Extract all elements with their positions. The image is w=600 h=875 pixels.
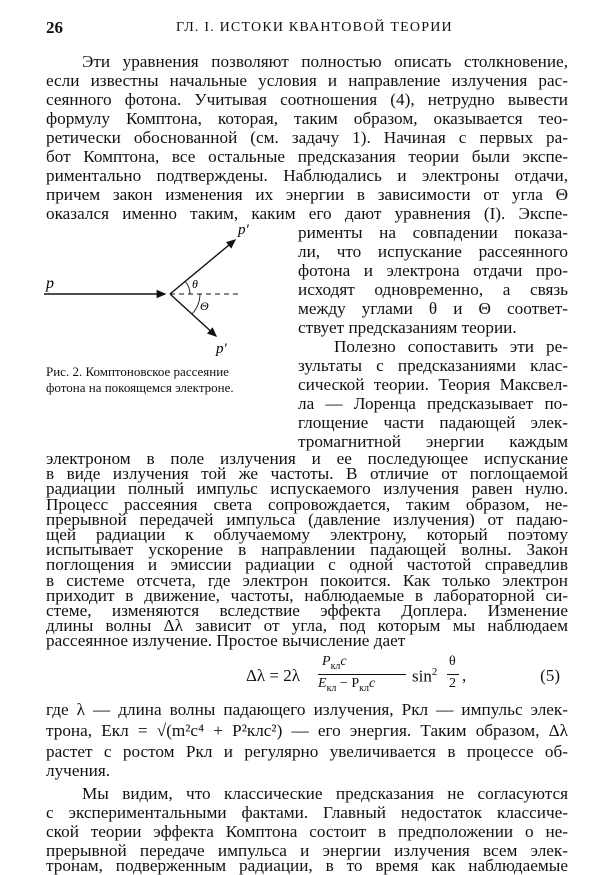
text-line: щей радиации к облучаемому электрону, который поэтому	[46, 525, 568, 544]
text-line: глощение части падающей элек-	[298, 413, 568, 432]
scattered-photon-arrow	[170, 240, 235, 294]
text-line: Процесс рассеяния света сопровождается, таким образом, не-	[46, 494, 568, 514]
text-line: испытывает ускорение в направлении падающей волны. Закон	[46, 540, 568, 560]
text-line: причем закон изменения их энергии в зависимости от угла Θ	[46, 185, 568, 204]
eq-sin: $\sin^2$	[412, 666, 438, 686]
recoil-electron-arrow	[170, 294, 216, 336]
text-line: Полезно сопоставить эти ре-	[334, 337, 568, 356]
label-p-electron: p′	[216, 341, 227, 357]
equation-5	[46, 654, 568, 698]
text-line: радиации полный импульс испускаемого излучения равен нулю.	[46, 479, 568, 499]
figure-caption: Рис. 2. Комптоновское рассеяние	[46, 364, 229, 379]
equation-number: (5)	[540, 666, 560, 685]
label-p-in: p	[46, 275, 54, 292]
text-line: трона, Eкл = √(m²c⁴ + P²клc²) — его энергия. Таким образом, Δλ	[46, 721, 568, 740]
text-line: ствует предсказаниям теории.	[298, 318, 517, 337]
text-line: если известны начальные условия и направление излучения рас-	[46, 71, 568, 90]
text-line: растет с ростом Pкл и регулярно увеличивается в процессе об-	[46, 742, 568, 761]
text-line: оказался именно таким, каким его дают уравнения (I). Экспе-	[46, 204, 568, 223]
text-line: тронам, подверженным радиации, в то время как наблюдаемые	[46, 856, 568, 875]
text-line: Эти уравнения позволяют полностью описать столкновение,	[82, 52, 568, 71]
eq-num: $P_{кл}c$	[322, 654, 347, 672]
page-number: 26	[46, 18, 63, 37]
half-fraction-bar	[447, 674, 459, 675]
label-theta: θ	[192, 277, 198, 291]
compton-scattering-figure	[40, 218, 290, 363]
text-line: приходит в движение, частоты, наблюдаемые в лабораторной си-	[46, 585, 568, 605]
fraction-bar	[318, 674, 406, 675]
text-line: ской теории эффекта Комптона состоит в предположении о не-	[46, 822, 568, 841]
text-line: стеме, изменяются вследствие эффекта Доплера. Изменение	[46, 601, 568, 620]
text-line: рименты на совпадении показа-	[298, 223, 568, 242]
figure-caption: фотона на покоящемся электроне.	[46, 380, 234, 395]
text-line: Мы видим, что классические предсказания не согласуются	[82, 784, 568, 803]
text-line: с экспериментальными фактами. Главный недостаток классиче-	[46, 803, 568, 822]
text-line: лучения.	[46, 761, 111, 780]
text-line: формулу Комптона, которая, таким образом, оказывается тео-	[46, 109, 568, 128]
text-line: ретически обоснованной (см. задачу 1). Начиная с первых ра-	[46, 128, 568, 147]
text-line: риментально подтверждены. Наблюдались и электроны отдачи,	[46, 166, 568, 185]
text-line: где λ — длина волны падающего излучения, Pкл — импульс элек-	[46, 700, 568, 719]
text-line: фотона и электрона отдачи про-	[298, 261, 568, 280]
label-p-photon: p′	[238, 222, 249, 238]
running-head: ГЛ. I. ИСТОКИ КВАНТОВОЙ ТЕОРИИ	[176, 20, 453, 35]
text-line: тромагнитной энергии каждым	[298, 432, 568, 451]
scattering-diagram	[40, 218, 290, 363]
text-line: длины волны Δλ зависит от угла, под которым мы наблюдаем	[46, 616, 568, 636]
label-Theta: Θ	[200, 299, 209, 313]
eq-half-den: 2	[449, 676, 456, 691]
text-line: прерывной передачей импульса (давление излучения) от падаю-	[46, 509, 568, 529]
text-line: сеянного фотона. Учитывая соотношения (4), нетрудно вывести	[46, 90, 568, 109]
text-line: между углами θ и Θ соответ-	[298, 299, 568, 318]
eq-comma: ,	[462, 666, 467, 685]
text-line: бот Комптона, все остальные предсказания теории были экспе-	[46, 147, 568, 166]
text-line: сической теории. Теория Максвел-	[298, 375, 568, 394]
eq-half-num: θ	[449, 654, 456, 669]
text-line: исходят одновременно, а связь	[298, 280, 568, 299]
Theta-arc	[192, 294, 200, 314]
text-line: в системе отсчета, где электрон покоится. Как только электрон	[46, 570, 568, 590]
text-line: рассеянное излучение. Простое вычисление дает	[46, 631, 406, 651]
text-line: ла — Лоренца предсказывает по-	[298, 394, 568, 413]
text-line: зультаты с предсказаниями клас-	[298, 356, 568, 375]
text-line: электроном в поле излучения и ее последующее испускание	[46, 449, 568, 468]
eq-den: $E_{кл} - P_{кл}c$	[318, 676, 376, 694]
text-line: поглощения и эмиссии радиации с одной частотой справедлив	[46, 555, 568, 575]
eq-lhs: Δλ = 2λ	[246, 666, 301, 685]
page-header	[46, 18, 566, 38]
text-line: прерывной передаче импульса и энергии излучения всем элек-	[46, 841, 568, 860]
text-line: в виде излучения той же частоты. В отличие от поглощаемой	[46, 464, 568, 484]
theta-arc	[185, 281, 190, 294]
text-line: ли, что испускание рассеянного	[298, 242, 568, 261]
